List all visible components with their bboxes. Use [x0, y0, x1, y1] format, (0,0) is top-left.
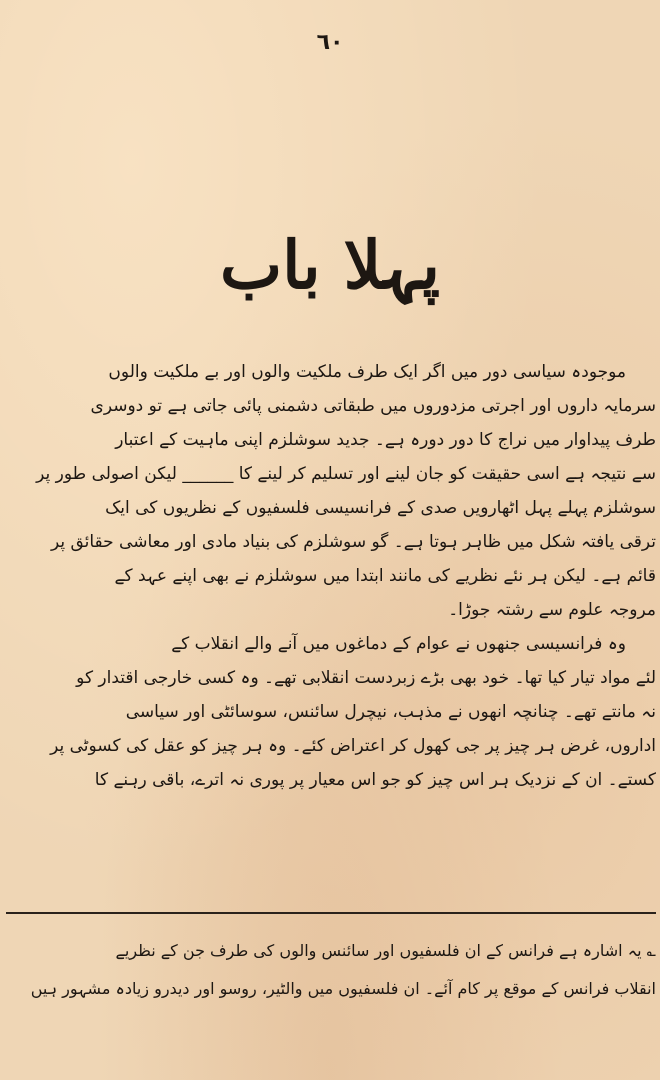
text-line: قائم ہے۔ لیکن ہر نئے نظریے کی مانند ابتدا میں سوشلزم نے بھی اپنے عہد کے — [114, 566, 656, 586]
body-text — [4, 355, 656, 797]
text-line: وہ فرانسیسی جنھوں نے عوام کے دماغوں میں آنے والے انقلاب کے — [171, 634, 626, 654]
chapter-title: پہلا باب — [219, 226, 440, 304]
text-line: طرف پیداوار میں نراج کا دور دورہ ہے۔ جدید سوشلزم اپنی ماہیت کے اعتبار — [115, 430, 656, 450]
text-line: موجودہ سیاسی دور میں اگر ایک طرف ملکیت والوں اور بے ملکیت والوں — [108, 362, 626, 382]
text-line: اداروں، غرض ہر چیز پر جی کھول کر اعتراض کئے۔ وہ ہر چیز کو عقل کی کسوٹی پر — [50, 736, 656, 756]
text-line: ترقی یافتہ شکل میں ظاہر ہوتا ہے۔ گو سوشلزم کی بنیاد مادی اور معاشی حقائق پر — [50, 532, 656, 552]
text-line: کستے۔ ان کے نزدیک ہر اس چیز کو جو اس معیار پر پوری نہ اترے، باقی رہنے کا — [94, 770, 656, 790]
text-line: نہ مانتے تھے۔ چنانچہ انھوں نے مذہب، نیچرل سائنس، سوسائٹی اور سیاسی — [125, 702, 656, 722]
footnote-line: ؎ یہ اشارہ ہے فرانس کے ان فلسفیوں اور سائنس والوں کی طرف جن کے نظریے — [115, 941, 656, 960]
text-line: سوشلزم پہلے پہل اٹھارویں صدی کے فرانسیسی فلسفیوں کے نظریوں کی ایک — [105, 498, 656, 518]
text-line: مروجہ علوم سے رشتہ جوڑا۔ — [448, 600, 656, 620]
footnote-divider — [6, 912, 656, 914]
text-line: سرمایہ داروں اور اجرتی مزدوروں میں طبقاتی دشمنی پائی جاتی ہے تو دوسری — [90, 396, 656, 416]
page-number: ٦٠ — [316, 30, 344, 55]
footnotes — [4, 932, 656, 1008]
text-line: لئے مواد تیار کیا تھا۔ خود بھی بڑے زبردست انقلابی تھے۔ وہ کسی خارجی اقتدار کو — [76, 668, 656, 688]
text-line: سے نتیجہ ہے اسی حقیقت کو جان لینے اور تسلیم کر لینے کا ______ لیکن اصولی طور پر — [36, 464, 656, 484]
footnote-line: انقلاب فرانس کے موقع پر کام آئے۔ ان فلسفیوں میں والٹیر، روسو اور دیدرو زیادہ مشہور ہیں — [30, 979, 656, 998]
